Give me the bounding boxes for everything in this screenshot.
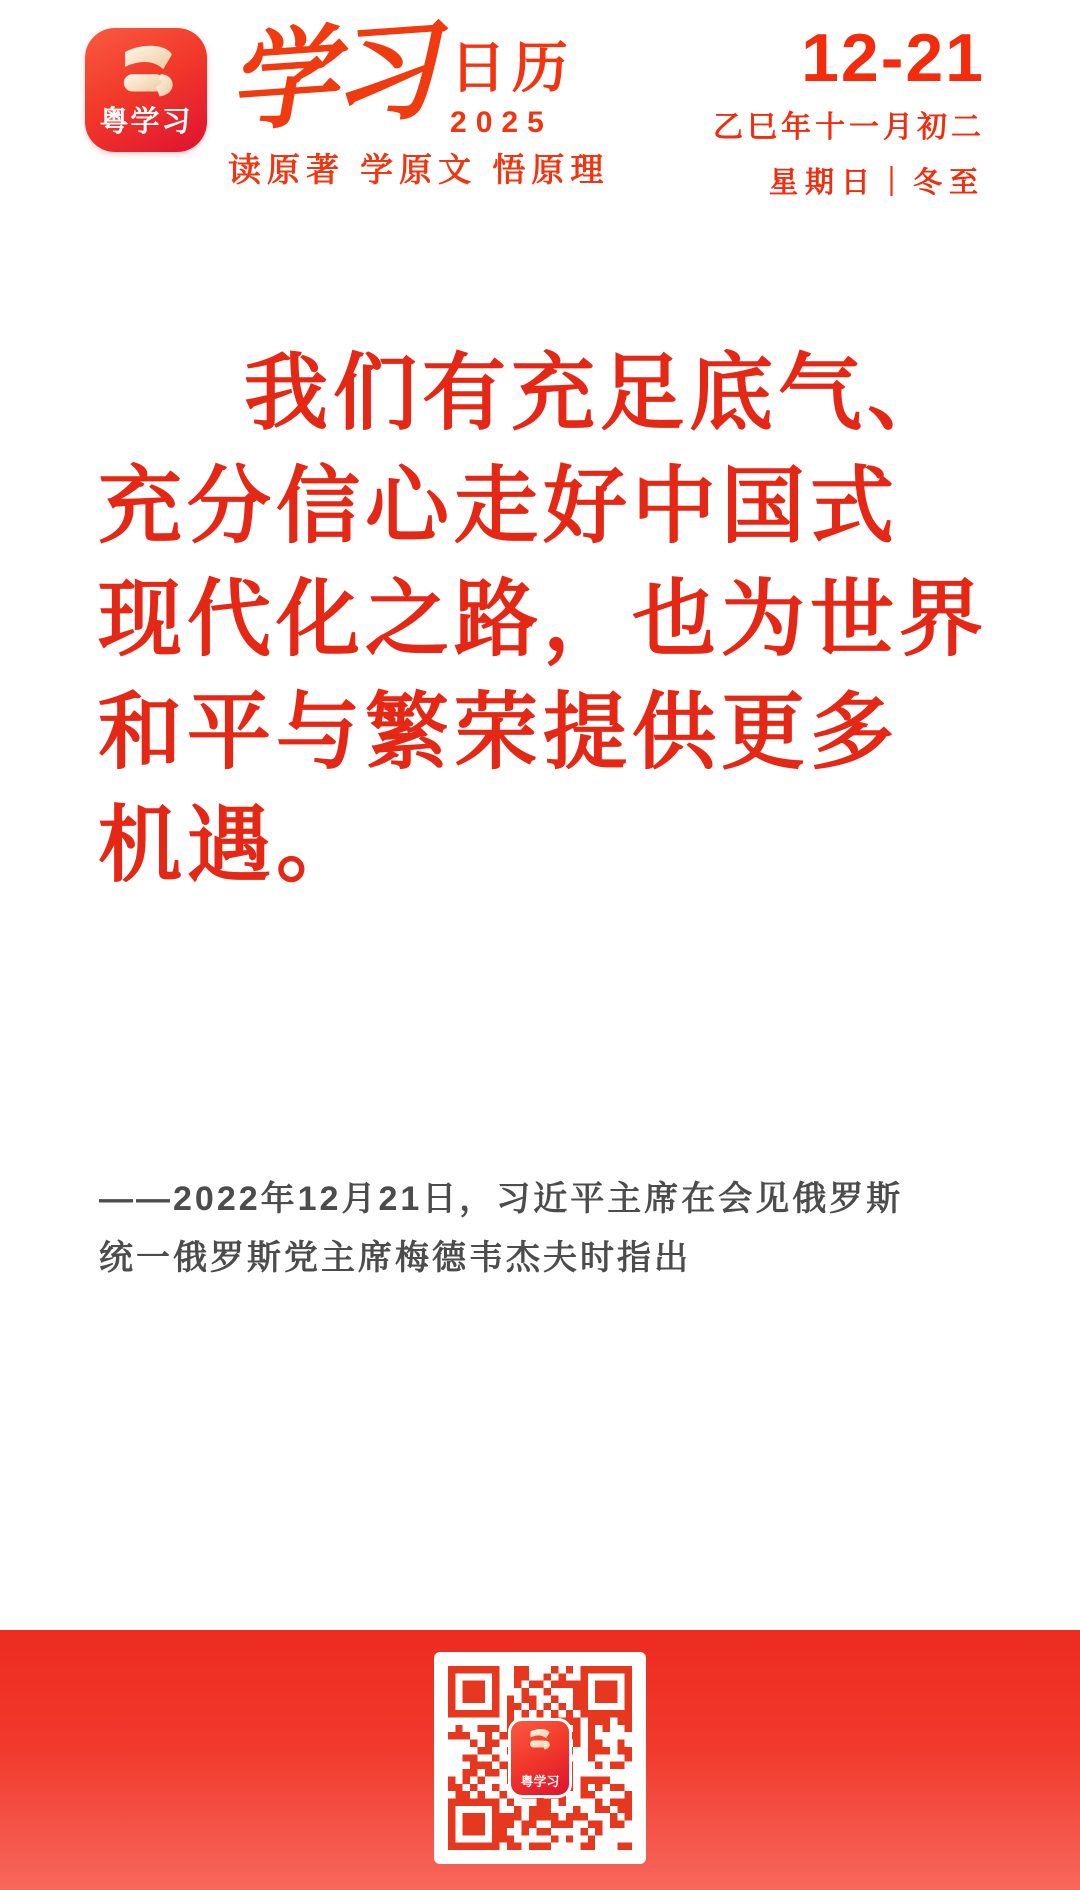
qr-logo-label: 粤学习 — [520, 1774, 560, 1789]
date-week-solar-term: 星期日｜冬至 — [768, 167, 985, 199]
quote-line: 和平与繁荣提供更多 — [98, 687, 900, 780]
brand-block — [223, 7, 610, 191]
date-block — [713, 22, 985, 201]
qr-code — [434, 1652, 646, 1864]
qr-center-logo — [508, 1718, 572, 1798]
quote-line: 现代化之路，也为世界 — [98, 574, 989, 667]
attribution-line: 统一俄罗斯党主席梅德韦杰夫时指出 — [99, 1239, 691, 1277]
quote-attribution — [99, 1170, 903, 1288]
date-lunar: 乙巳年十一月初二 — [713, 111, 985, 144]
quote-block — [98, 338, 990, 903]
quote-line: 充分信心走好中国式 — [98, 461, 900, 554]
brand-calendar-word: 日历 — [450, 38, 575, 100]
app-logo-label: 粤学习 — [99, 106, 193, 138]
brand-calligraphy: 学习 — [223, 7, 437, 147]
date-day: 12-21 — [801, 20, 985, 96]
quote-line: 我们有充足底气、 — [244, 348, 957, 441]
footer-band — [0, 1630, 1080, 1890]
brand-year: 2025 — [450, 106, 553, 139]
quote-line: 机遇。 — [98, 800, 366, 893]
attribution-line: ——2022年12月21日，习近平主席在会见俄罗斯 — [99, 1180, 904, 1218]
app-logo — [85, 28, 207, 152]
brand-tagline: 读原著 学原文 悟原理 — [228, 151, 610, 188]
